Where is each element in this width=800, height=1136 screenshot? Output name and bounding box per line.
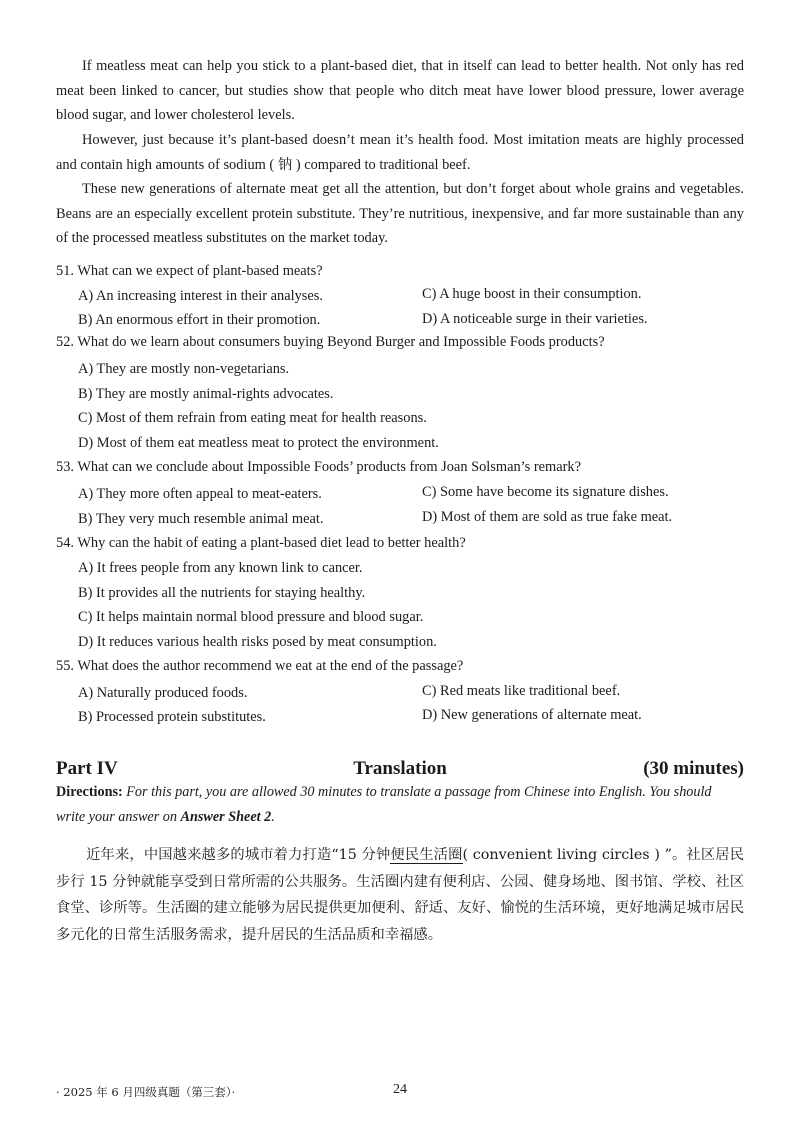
question-54-option-b: B) It provides all the nutrients for staying healthy. xyxy=(78,585,366,601)
question-55-option-b: B) Processed protein substitutes. xyxy=(78,709,266,725)
directions xyxy=(56,780,744,830)
chinese-passage-part-a: 近年来，中国越来越多的城市着力打造“15 分钟 xyxy=(86,847,391,863)
passage-paragraph-2 xyxy=(56,128,744,177)
passage-paragraph-1-text: If meatless meat can help you stick to a plant-based diet, that in itself can lead to better health. Not only has red meat been linked to cancer, but studies show that people who ditch meat have lower blood pressure, lower average blood sugar, and lower cholesterol levels. xyxy=(56,58,744,123)
passage-paragraph-1 xyxy=(56,54,744,128)
part-label: Part IV xyxy=(56,758,118,779)
directions-text: For this part, you are allowed 30 minutes to translate a passage from Chinese into English. You should write your answer on xyxy=(56,784,712,825)
chinese-passage-underlined-term: 便民生活圈 xyxy=(390,847,463,863)
part-time: (30 minutes) xyxy=(643,758,744,779)
directions-end: . xyxy=(271,809,275,825)
question-52-option-a: A) They are mostly non-vegetarians. xyxy=(78,361,290,377)
passage-paragraph-3-text: These new generations of alternate meat get all the attention, but don’t forget about whole grains and vegetables. Beans are an especially excellent protein substitute. They’re nutritious, inexpensive, and far more sustainable than any of the processed meatless substitutes on the market today. xyxy=(56,181,744,246)
question-55-option-c: C) Red meats like traditional beef. xyxy=(422,683,621,699)
part-title: Translation xyxy=(353,758,447,779)
question-54-option-c: C) It helps maintain normal blood pressure and blood sugar. xyxy=(78,609,424,625)
question-54-stem: 54. Why can the habit of eating a plant-based diet lead to better health? xyxy=(56,535,466,551)
question-53-option-b: B) They very much resemble animal meat. xyxy=(78,511,324,527)
question-51-option-b: B) An enormous effort in their promotion. xyxy=(78,312,321,328)
question-53-option-c: C) Some have become its signature dishes. xyxy=(422,484,669,500)
question-52-option-c: C) Most of them refrain from eating meat for health reasons. xyxy=(78,410,427,426)
question-51-option-d: D) A noticeable surge in their varieties. xyxy=(422,311,648,327)
question-51-option-c: C) A huge boost in their consumption. xyxy=(422,286,642,302)
passage-paragraph-3 xyxy=(56,177,744,251)
question-53-stem: 53. What can we conclude about Impossible Foods’ products from Joan Solsman’s remark? xyxy=(56,459,582,475)
question-53-option-d: D) Most of them are sold as true fake meat. xyxy=(422,509,673,525)
passage-paragraph-2-text: However, just because it’s plant-based doesn’t mean it’s health food. Most imitation meats are highly processed and contain high amounts of sodium ( 钠 ) compared to traditional beef. xyxy=(56,132,744,173)
question-52-option-b: B) They are mostly animal-rights advocates. xyxy=(78,386,334,402)
question-54-option-a: A) It frees people from any known link to cancer. xyxy=(78,560,363,576)
question-51-option-a: A) An increasing interest in their analyses. xyxy=(78,288,323,304)
question-52-option-d: D) Most of them eat meatless meat to protect the environment. xyxy=(78,435,439,451)
page-number: 24 xyxy=(393,1082,407,1097)
question-52-stem: 52. What do we learn about consumers buying Beyond Burger and Impossible Foods products? xyxy=(56,334,605,350)
question-55-stem: 55. What does the author recommend we eat at the end of the passage? xyxy=(56,658,464,674)
chinese-passage-part-b: ( convenient living circles ) ”。社区居民步行 15 分钟就能享受到日常所需的公共服务。生活圈内建有便利店、公园、健身场地、图书馆、学校、社区食堂、诊所等。生活圈的建立能够为居民提供更加便利、舒适、友好、愉悦的生活环境，更好地满足城市居民多元化的日常生活服务需求，提升居民的生活品质和幸福感。 xyxy=(56,847,745,943)
chinese-passage xyxy=(56,842,744,948)
question-55-option-d: D) New generations of alternate meat. xyxy=(422,707,642,723)
question-54-option-d: D) It reduces various health risks posed by meat consumption. xyxy=(78,634,437,650)
question-55-option-a: A) Naturally produced foods. xyxy=(78,685,248,701)
question-53-option-a: A) They more often appeal to meat-eaters. xyxy=(78,486,322,502)
footer-exam-label: · 2025 年 6 月四级真题（第三套）· xyxy=(56,1085,236,1099)
directions-label: Directions: xyxy=(56,784,123,800)
question-51-stem: 51. What can we expect of plant-based meats? xyxy=(56,263,323,279)
answer-sheet-ref: Answer Sheet 2 xyxy=(180,809,272,825)
